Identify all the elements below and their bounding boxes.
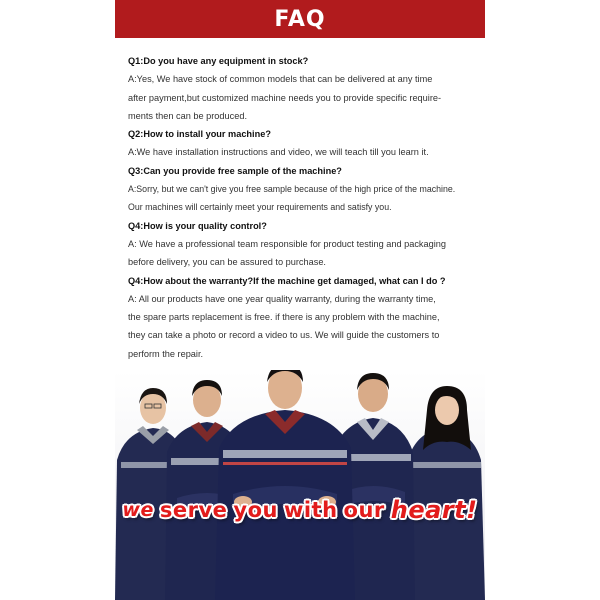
faq-answer-line: A:Yes, We have stock of common models that can be delivered at any time — [128, 74, 433, 85]
faq-answer-line: A: We have a professional team responsible for product testing and packaging — [128, 238, 447, 249]
faq-question: Q1:Do you have any equipment in stock? — [128, 56, 309, 66]
page-title: FAQ — [274, 6, 326, 32]
faq-list — [128, 52, 478, 363]
slogan-word: you — [233, 498, 278, 522]
faq-answer-line: they can take a photo or record a video to us. We will guide the customers to — [128, 330, 440, 341]
team-member-3 — [215, 370, 355, 600]
faq-answer-line: ments then can be produced. — [128, 110, 248, 121]
slogan-banner — [115, 490, 485, 530]
slogan-word: our — [343, 498, 385, 522]
faq-answer-line: Our machines will certainly meet your requirements and satisfy you. — [128, 202, 392, 213]
faq-answer-line: before delivery, you can be assured to purchase. — [128, 257, 326, 268]
team-photo — [115, 370, 485, 600]
slogan-word: serve — [159, 498, 228, 522]
faq-question: Q3:Can you provide free sample of the machine? — [128, 165, 342, 176]
team-illustration — [115, 370, 485, 600]
slogan-word: we — [122, 499, 154, 521]
slogan-word: heart! — [390, 496, 478, 524]
faq-answer-line: A: All our products have one year quality warranty, during the warranty time, — [128, 293, 436, 304]
faq-answer-line: the spare parts replacement is free. if there is any problem with the machine, — [128, 312, 440, 323]
faq-answer-line: perform the repair. — [128, 348, 204, 359]
slogan-word: with — [283, 498, 338, 522]
faq-answer-line: after payment,but customized machine needs you to provide specific require- — [128, 92, 442, 103]
faq-header-banner — [115, 0, 485, 38]
faq-answer-line: A:Sorry, but we can't give you free sample because of the high price of the machine. — [128, 184, 456, 195]
faq-question: Q2:How to install your machine? — [128, 129, 271, 140]
faq-answer-line: A:We have installation instructions and video, we will teach till you learn it. — [128, 147, 429, 158]
faq-question: Q4:How about the warranty?If the machine get damaged, what can I do ? — [128, 275, 446, 286]
faq-question: Q4:How is your quality control? — [128, 220, 267, 231]
